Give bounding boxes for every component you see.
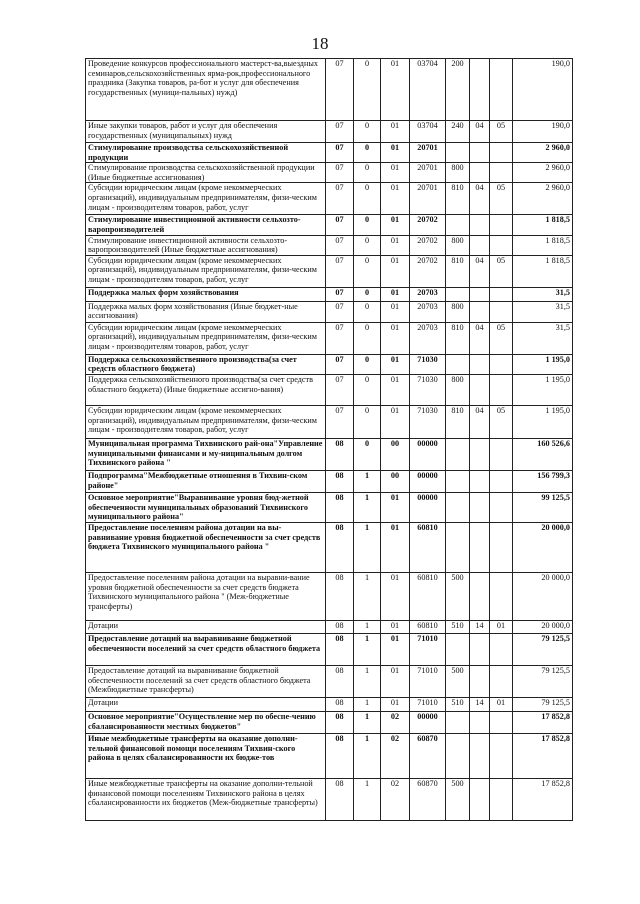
row-name: Стимулирование инвестиционной активности сельхозто-варопроизводителей [86,215,326,235]
row-name: Субсидии юридическим лицам (кроме некоммерческих организаций), индивидуальным предпринимателям, физи-ческим лицам - производителям товаров, работ, услуг [86,405,326,438]
col-section: 08 [326,522,354,572]
col-event: 02 [381,711,410,733]
row-amount: 190,0 [513,59,573,121]
table-row [86,697,573,711]
row-amount: 1 195,0 [513,374,573,405]
col-direction: 20703 [410,301,446,322]
row-amount: 2 960,0 [513,183,573,215]
col-event: 01 [381,665,410,697]
col-section: 08 [326,665,354,697]
col-subsection-b [490,711,513,733]
col-expense-type [446,354,470,374]
col-event: 01 [381,235,410,255]
col-subprogram: 1 [354,697,381,711]
col-subprogram: 0 [354,374,381,405]
table-row [86,354,573,374]
row-amount: 1 818,5 [513,215,573,235]
col-direction: 71030 [410,374,446,405]
col-subprogram: 1 [354,492,381,522]
col-subsection-a: 04 [470,255,490,287]
col-subprogram: 0 [354,287,381,301]
col-expense-type [446,215,470,235]
row-name: Поддержка малых форм хозяйствования (Иные бюджет-ные ассигнования) [86,301,326,322]
table-row [86,215,573,235]
col-section: 07 [326,143,354,163]
col-event: 01 [381,354,410,374]
col-subsection-a [470,354,490,374]
row-amount: 17 852,8 [513,778,573,820]
col-subsection-b: 01 [490,620,513,633]
row-amount: 31,5 [513,301,573,322]
col-expense-type: 800 [446,163,470,183]
table-row [86,143,573,163]
col-event: 01 [381,322,410,354]
row-amount: 79 125,5 [513,697,573,711]
col-subsection-b: 05 [490,183,513,215]
col-subsection-a [470,633,490,665]
col-subsection-a: 14 [470,620,490,633]
col-subprogram: 1 [354,470,381,492]
col-subsection-a [470,778,490,820]
col-event: 01 [381,287,410,301]
table-row [86,322,573,354]
col-subprogram: 1 [354,733,381,778]
col-direction: 20701 [410,143,446,163]
col-subsection-b [490,438,513,470]
col-subprogram: 0 [354,235,381,255]
table-row [86,255,573,287]
col-subsection-a [470,163,490,183]
col-event: 01 [381,620,410,633]
row-name: Подпрограмма"Межбюджетные отношения в Тихвин-ском районе" [86,470,326,492]
table-row [86,405,573,438]
col-event: 01 [381,572,410,620]
table-row [86,301,573,322]
row-amount: 79 125,5 [513,665,573,697]
col-section: 07 [326,163,354,183]
col-subprogram: 0 [354,322,381,354]
col-direction: 60810 [410,620,446,633]
col-expense-type [446,470,470,492]
row-amount: 99 125,5 [513,492,573,522]
col-section: 07 [326,255,354,287]
row-name: Иные закупки товаров, работ и услуг для обеспечения государственных (муниципальных) нужд [86,121,326,143]
col-subsection-b [490,572,513,620]
row-name: Проведение конкурсов профессионального мастерст-ва,выездных семинаров,сельскохозяйственных ярма-рок,профессионального праздника (Закупка товаров, ра-бот и услуг для обеспечения государственных (муници-пальных) нужд) [86,59,326,121]
col-section: 07 [326,215,354,235]
col-direction: 71030 [410,354,446,374]
row-amount: 17 852,8 [513,733,573,778]
row-amount: 160 526,6 [513,438,573,470]
col-subsection-a [470,438,490,470]
col-subsection-a [470,522,490,572]
col-direction: 03704 [410,59,446,121]
col-subsection-a [470,287,490,301]
col-event: 01 [381,633,410,665]
col-subsection-a: 04 [470,322,490,354]
col-section: 08 [326,633,354,665]
col-subsection-a: 04 [470,183,490,215]
table-row [86,163,573,183]
col-subprogram: 1 [354,620,381,633]
col-section: 07 [326,183,354,215]
col-subsection-b: 05 [490,121,513,143]
table-row [86,492,573,522]
col-section: 08 [326,438,354,470]
col-direction: 20701 [410,183,446,215]
col-event: 01 [381,163,410,183]
col-subsection-a [470,711,490,733]
col-expense-type: 500 [446,572,470,620]
col-subsection-b [490,470,513,492]
row-amount: 1 195,0 [513,405,573,438]
col-expense-type [446,522,470,572]
table-row [86,620,573,633]
row-name: Субсидии юридическим лицам (кроме некоммерческих организаций), индивидуальным предпринимателям, физи-ческим лицам - производителям товаров, работ, услуг [86,183,326,215]
col-subsection-a: 04 [470,121,490,143]
col-section: 07 [326,287,354,301]
budget-table [85,58,573,821]
col-section: 07 [326,301,354,322]
col-subsection-b: 05 [490,405,513,438]
col-direction: 00000 [410,470,446,492]
col-section: 08 [326,572,354,620]
row-amount: 20 000,0 [513,620,573,633]
col-subsection-b [490,215,513,235]
col-event: 01 [381,183,410,215]
col-subprogram: 0 [354,59,381,121]
row-name: Предоставление поселениям района дотации на вы-равнивание уровня бюджетной обеспеченности за счет средств бюджета Тихвинского муниципального района " [86,522,326,572]
table-row [86,183,573,215]
row-amount: 2 960,0 [513,143,573,163]
row-name: Субсидии юридическим лицам (кроме некоммерческих организаций), индивидуальным предпринимателям, физи-ческим лицам - производителям товаров, работ, услуг [86,322,326,354]
col-section: 07 [326,121,354,143]
table-row [86,59,573,121]
col-event: 01 [381,405,410,438]
col-subprogram: 0 [354,255,381,287]
page-number: 18 [311,34,329,53]
table-row [86,287,573,301]
col-direction: 71030 [410,405,446,438]
col-subsection-a [470,470,490,492]
row-name: Предоставление поселениям района дотации на выравни-вание уровня бюджетной обеспеченности за счет средств бюджета Тихвинского муниципального района " (Меж-бюджетные трансферты) [86,572,326,620]
row-amount: 17 852,8 [513,711,573,733]
col-event: 01 [381,301,410,322]
table-row [86,733,573,778]
col-direction: 60810 [410,522,446,572]
col-subprogram: 0 [354,215,381,235]
col-direction: 60870 [410,733,446,778]
col-expense-type: 240 [446,121,470,143]
col-subprogram: 1 [354,665,381,697]
col-expense-type: 510 [446,697,470,711]
row-name: Предоставление дотаций на выравнивание бюджетной обеспеченности поселений за счет средств областного бюджета [86,633,326,665]
col-event: 01 [381,59,410,121]
col-direction: 00000 [410,438,446,470]
row-name: Поддержка сельскохозяйственного производства(за счет средств областного бюджета) (Иные бюджетные ассигно-вания) [86,374,326,405]
col-subprogram: 0 [354,163,381,183]
table-row [86,572,573,620]
col-expense-type [446,492,470,522]
table-row [86,235,573,255]
col-section: 07 [326,59,354,121]
col-event: 00 [381,470,410,492]
col-subsection-a [470,235,490,255]
row-amount: 2 960,0 [513,163,573,183]
col-direction: 20703 [410,287,446,301]
table-row [86,374,573,405]
col-event: 01 [381,374,410,405]
col-subprogram: 1 [354,522,381,572]
col-event: 01 [381,215,410,235]
col-section: 08 [326,620,354,633]
col-expense-type: 200 [446,59,470,121]
row-amount: 20 000,0 [513,522,573,572]
col-direction: 00000 [410,711,446,733]
col-subsection-a [470,572,490,620]
col-direction: 71010 [410,665,446,697]
col-direction: 60810 [410,572,446,620]
col-subsection-a [470,492,490,522]
col-expense-type [446,633,470,665]
col-subsection-b [490,235,513,255]
col-subsection-b [490,143,513,163]
col-expense-type: 810 [446,322,470,354]
col-section: 07 [326,374,354,405]
col-subprogram: 0 [354,354,381,374]
col-subsection-b [490,374,513,405]
col-subprogram: 0 [354,438,381,470]
col-subsection-a: 14 [470,697,490,711]
col-subsection-a [470,301,490,322]
col-subprogram: 1 [354,572,381,620]
row-name: Дотации [86,697,326,711]
row-name: Муниципальная программа Тихвинского рай-она"Управление муниципальными финансами и му-ниципальным долгом Тихвинского района " [86,438,326,470]
row-amount: 1 195,0 [513,354,573,374]
col-event: 01 [381,121,410,143]
row-name: Основное мероприятие"Выравнивание уровня бюд-жетной обеспеченности муниципальных образований Тихвинского муниципального района" [86,492,326,522]
col-direction: 71010 [410,633,446,665]
row-name: Основное мероприятие"Осуществление мер по обеспе-чению сбалансированности местных бюджетов" [86,711,326,733]
col-direction: 71010 [410,697,446,711]
col-subsection-a [470,143,490,163]
col-expense-type [446,287,470,301]
col-expense-type: 500 [446,778,470,820]
table-row [86,522,573,572]
row-name: Дотации [86,620,326,633]
row-name: Субсидии юридическим лицам (кроме некоммерческих организаций), индивидуальным предпринимателям, физи-ческим лицам - производителям товаров, работ, услуг [86,255,326,287]
col-subprogram: 0 [354,301,381,322]
row-amount: 190,0 [513,121,573,143]
col-section: 07 [326,354,354,374]
col-subsection-b: 05 [490,255,513,287]
col-subsection-a [470,374,490,405]
col-expense-type [446,143,470,163]
col-section: 07 [326,322,354,354]
col-subsection-b [490,633,513,665]
col-subsection-b [490,492,513,522]
col-subsection-a: 04 [470,405,490,438]
col-subsection-b [490,778,513,820]
row-name: Предоставление дотаций на выравнивание бюджетной обеспеченности поселений за счет средств областного бюджета (Межбюджетные трансферты) [86,665,326,697]
col-event: 01 [381,143,410,163]
row-amount: 1 818,5 [513,235,573,255]
table-row [86,438,573,470]
col-subprogram: 0 [354,121,381,143]
col-event: 02 [381,778,410,820]
col-subsection-b [490,163,513,183]
col-subsection-b [490,665,513,697]
col-subsection-b [490,301,513,322]
col-subsection-a [470,215,490,235]
col-expense-type: 800 [446,235,470,255]
col-expense-type [446,711,470,733]
table-row [86,711,573,733]
col-subsection-a [470,59,490,121]
table-row [86,470,573,492]
col-section: 08 [326,733,354,778]
row-amount: 31,5 [513,287,573,301]
row-name: Поддержка сельскохозяйственного производства(за счет средств областного бюджета) [86,354,326,374]
col-section: 08 [326,470,354,492]
row-name: Поддержка малых форм хозяйствования [86,287,326,301]
table-row [86,778,573,820]
row-name: Стимулирование производства сельскохозяйственной продукции [86,143,326,163]
col-subprogram: 1 [354,711,381,733]
row-amount: 1 818,5 [513,255,573,287]
row-amount: 31,5 [513,322,573,354]
col-direction: 03704 [410,121,446,143]
col-subsection-b: 01 [490,697,513,711]
col-direction: 20703 [410,322,446,354]
col-event: 01 [381,492,410,522]
col-section: 08 [326,778,354,820]
col-subsection-a [470,733,490,778]
row-name: Стимулирование инвестиционной активности сельхозто-варопроизводителей (Иные бюджетные ассигнования) [86,235,326,255]
col-subsection-b [490,354,513,374]
row-name: Иные межбюджетные трансферты на оказание дополни-тельной финансовой помощи поселениям Тихвинского района в целях сбалансированности их бюджетов (Меж-бюджетные трансферты) [86,778,326,820]
col-subprogram: 0 [354,183,381,215]
col-event: 01 [381,697,410,711]
col-direction: 00000 [410,492,446,522]
col-expense-type [446,438,470,470]
col-section: 07 [326,235,354,255]
col-subsection-a [470,665,490,697]
col-subsection-b [490,522,513,572]
col-direction: 20702 [410,215,446,235]
col-section: 07 [326,405,354,438]
col-expense-type: 800 [446,374,470,405]
row-amount: 156 799,3 [513,470,573,492]
table-row [86,633,573,665]
col-direction: 20702 [410,255,446,287]
col-event: 01 [381,255,410,287]
col-direction: 60870 [410,778,446,820]
col-section: 08 [326,697,354,711]
col-expense-type: 800 [446,301,470,322]
col-subprogram: 1 [354,633,381,665]
col-section: 08 [326,492,354,522]
col-direction: 20702 [410,235,446,255]
col-subsection-b [490,287,513,301]
col-expense-type: 810 [446,183,470,215]
col-direction: 20701 [410,163,446,183]
col-subprogram: 0 [354,405,381,438]
row-name: Стимулирование производства сельскохозяйственной продукции (Иные бюджетные ассигнования) [86,163,326,183]
col-event: 01 [381,522,410,572]
col-expense-type: 810 [446,405,470,438]
col-subsection-b [490,733,513,778]
col-expense-type: 810 [446,255,470,287]
row-amount: 20 000,0 [513,572,573,620]
col-subprogram: 0 [354,143,381,163]
col-expense-type: 510 [446,620,470,633]
col-subsection-b: 05 [490,322,513,354]
col-expense-type: 500 [446,665,470,697]
row-amount: 79 125,5 [513,633,573,665]
col-expense-type [446,733,470,778]
col-subprogram: 1 [354,778,381,820]
row-name: Иные межбюджетные трансферты на оказание дополни-тельной финансовой помощи поселениям Тихвин-ского района в целях сбалансированности их бюдже-тов [86,733,326,778]
col-event: 02 [381,733,410,778]
col-subsection-b [490,59,513,121]
table-row [86,665,573,697]
table-row [86,121,573,143]
col-section: 08 [326,711,354,733]
col-event: 00 [381,438,410,470]
